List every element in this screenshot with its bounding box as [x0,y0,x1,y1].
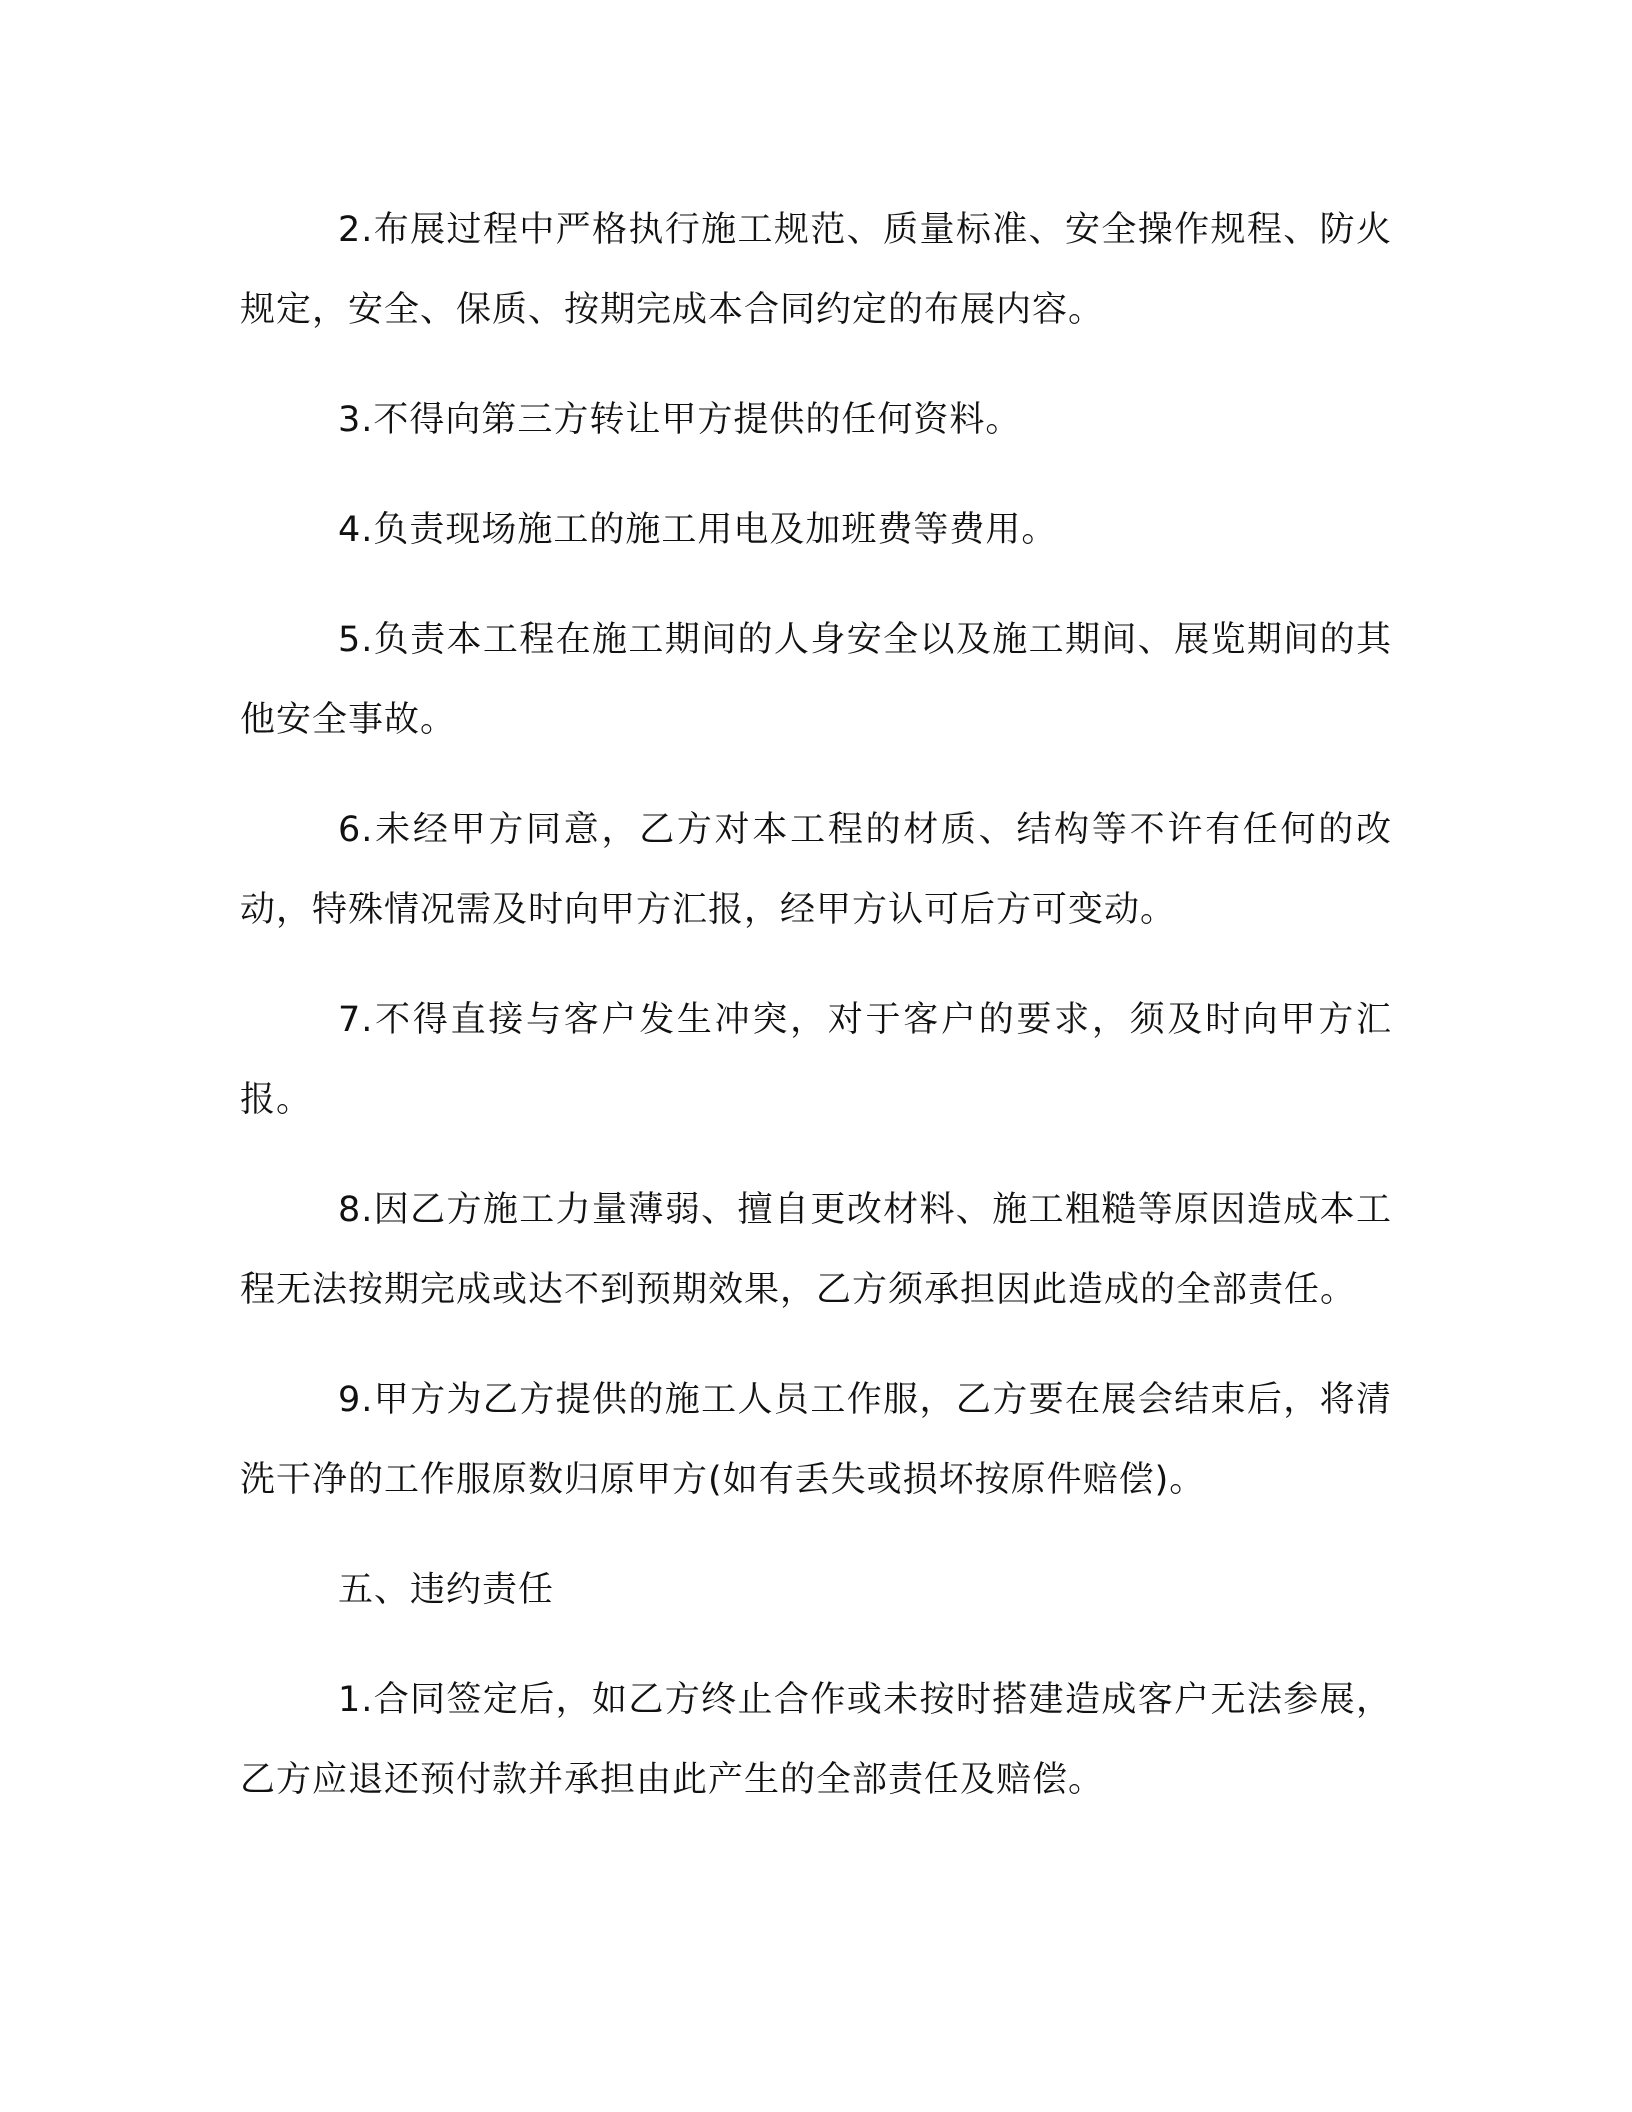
clause-6: 6.未经甲方同意，乙方对本工程的材质、结构等不许有任何的改动，特殊情况需及时向甲方汇报，经甲方认可后方可变动。 [240,810,1392,930]
clause-8: 8.因乙方施工力量薄弱、擅自更改材料、施工粗糙等原因造成本工程无法按期完成或达不到预期效果，乙方须承担因此造成的全部责任。 [240,1190,1392,1310]
section-heading-breach-liability: 五、违约责任 [338,1570,555,1610]
clause-4: 4.负责现场施工的施工用电及加班费等费用。 [338,510,1058,550]
clause-5: 5.负责本工程在施工期间的人身安全以及施工期间、展览期间的其他安全事故。 [240,620,1392,740]
clause-2: 2.布展过程中严格执行施工规范、质量标准、安全操作规程、防火规定，安全、保质、按期完成本合同约定的布展内容。 [240,210,1392,330]
breach-clause-1: 1.合同签定后，如乙方终止合作或未按时搭建造成客户无法参展，乙方应退还预付款并承担由此产生的全部责任及赔偿。 [240,1680,1392,1800]
clause-3: 3.不得向第三方转让甲方提供的任何资料。 [338,400,1022,440]
clause-9: 9.甲方为乙方提供的施工人员工作服，乙方要在展会结束后，将清洗干净的工作服原数归原甲方(如有丢失或损坏按原件赔偿)。 [240,1380,1392,1500]
clause-7: 7.不得直接与客户发生冲突，对于客户的要求，须及时向甲方汇报。 [240,1000,1392,1120]
